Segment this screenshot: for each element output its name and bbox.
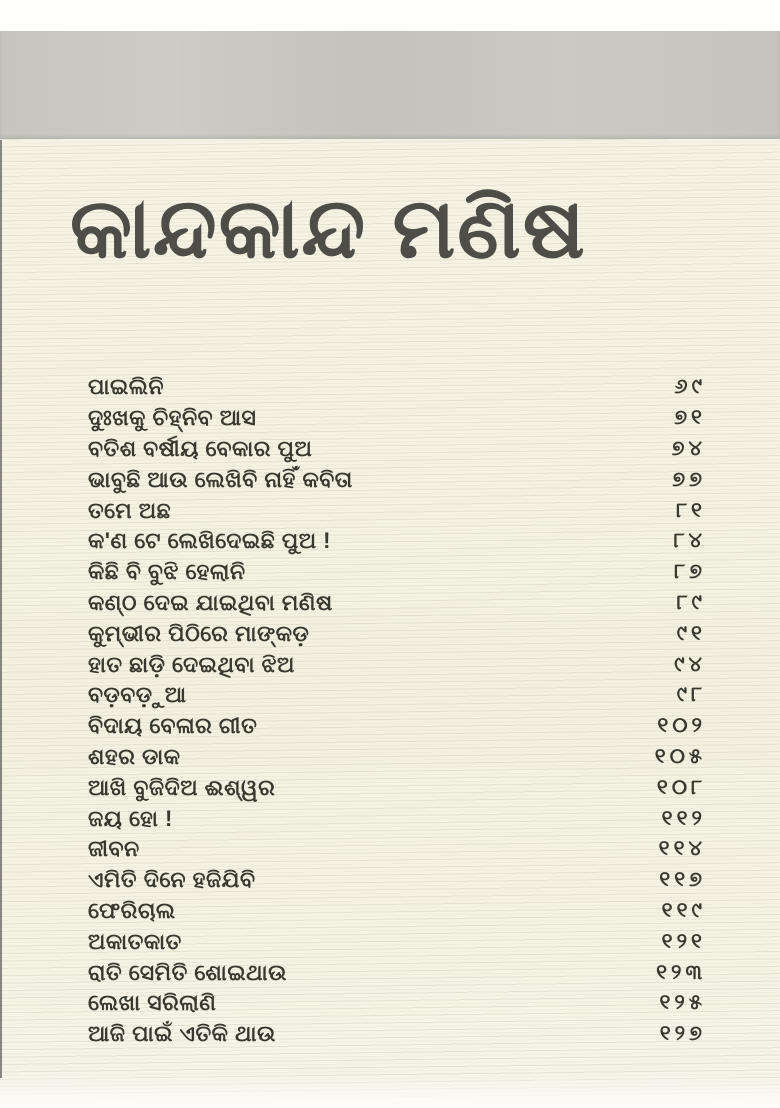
toc-entry-page-number: ୭୧ xyxy=(674,406,706,430)
toc-entry-title: ଆଜି ପାଇଁ ଏତିକି ଥାଉ xyxy=(88,1021,276,1047)
toc-row xyxy=(88,526,706,557)
toc-row xyxy=(88,803,706,834)
toc-entry-page-number: ୮୯ xyxy=(676,590,706,614)
toc-row xyxy=(88,434,706,465)
toc-entry-page-number: ୮୭ xyxy=(674,560,706,584)
toc-entry-title: ଜୟ ହୋ ! xyxy=(88,805,173,831)
toc-entry-page-number: ୯୪ xyxy=(674,652,706,676)
toc-entry-page-number: ୧୧୨ xyxy=(661,806,706,830)
toc-row xyxy=(88,834,706,865)
toc-entry-page-number: ୧୨୫ xyxy=(659,991,706,1015)
toc-entry-page-number: ୧୦୫ xyxy=(654,744,706,768)
toc-row xyxy=(88,680,706,711)
toc-entry-page-number: ୧୦୨ xyxy=(657,714,706,738)
toc-row xyxy=(88,557,706,588)
toc-row xyxy=(88,988,706,1019)
toc-row xyxy=(88,865,706,896)
toc-entry-title: ବିଦାୟ ବେଳାର ଗୀତ xyxy=(88,713,258,739)
toc-entry-title: କ'ଣ ଟେ ଲେଖିଦେଇଛି ପୁଅ ! xyxy=(88,528,332,554)
toc-entry-page-number: ୮୪ xyxy=(673,529,706,553)
toc-row xyxy=(88,896,706,927)
toc-entry-title: ଲେଖା ସରିଲାଣି xyxy=(88,990,217,1016)
toc-row xyxy=(88,372,706,403)
toc-row xyxy=(88,464,706,495)
toc-entry-page-number: ୧୨୩ xyxy=(656,960,706,984)
toc-entry-page-number: ୯୮ xyxy=(676,683,706,707)
toc-entry-title: କିଛି ବି ବୁଝି ହେଲାନି xyxy=(88,559,246,585)
toc-entry-title: ବଡ଼ବଡ଼ୁଆ xyxy=(88,682,187,708)
toc-entry-title: ଆଖି ବୁଜିଦିଅ ଈଶ୍ୱର xyxy=(88,774,276,800)
toc-entry-title: କଣ୍ଠ ଦେଇ ଯାଇଥିବା ମଣିଷ xyxy=(88,589,333,615)
toc-entry-page-number: ୧୦୮ xyxy=(656,775,706,799)
toc-entry-title: ବତିଶ ବର୍ଷୀୟ ବେକାର ପୁଅ xyxy=(88,435,313,461)
toc-entry-page-number: ୧୧୪ xyxy=(658,837,706,861)
toc-row xyxy=(88,711,706,742)
toc-row xyxy=(88,403,706,434)
toc-entry-title: ପାଇଲିନି xyxy=(88,374,165,400)
toc-entry-title: ଏମିତି ଦିନେ ହଜିଯିବି xyxy=(88,867,256,893)
toc-entry-title: ଭାବୁଛି ଆଉ ଲେଖିବି ନାହିଁ କବିତା xyxy=(88,466,353,492)
toc-entry-title: ଜୀବନ xyxy=(88,836,140,862)
toc-entry-title: କୁମ୍ଭୀର ପିଠିରେ ମାଙ୍କଡ଼ xyxy=(88,620,310,646)
toc-row xyxy=(88,1019,706,1050)
toc-entry-title: ରାତି ସେମିତି ଶୋଇଥାଉ xyxy=(88,959,287,985)
toc-entry-title: ଦୁଃଖକୁ ଚିହ୍ନିବ ଆସ xyxy=(88,405,257,431)
scan-top-margin xyxy=(0,0,780,31)
table-of-contents xyxy=(88,372,706,1050)
toc-entry-title: ହାତ ଛାଡ଼ି ଦେଇଥିବା ଝିଅ xyxy=(88,651,295,677)
toc-entry-page-number: ୧୨୭ xyxy=(659,1022,706,1046)
toc-row xyxy=(88,495,706,526)
toc-row xyxy=(88,742,706,773)
toc-row xyxy=(88,618,706,649)
toc-entry-page-number: ୭୪ xyxy=(671,436,706,460)
book-title: କାନ୍ଦକାନ୍ଦ ମଣିଷ xyxy=(70,181,587,275)
toc-entry-title: ତମେ ଅଛ xyxy=(88,497,172,523)
toc-entry-title: ଶହର ଡାକ xyxy=(88,743,181,769)
toc-row xyxy=(88,772,706,803)
toc-entry-page-number: ୬୯ xyxy=(674,375,706,399)
header-band xyxy=(0,31,780,139)
toc-entry-page-number: ୧୧୯ xyxy=(661,898,706,922)
toc-entry-title: ଅକାତକାତ xyxy=(88,928,182,954)
toc-entry-page-number: ୭୭ xyxy=(672,467,706,491)
toc-entry-page-number: ୧୨୧ xyxy=(661,929,706,953)
scan-edge-shadow xyxy=(0,140,2,1078)
toc-entry-title: ଫେରିଚାଲ xyxy=(88,897,176,923)
toc-row xyxy=(88,649,706,680)
toc-entry-page-number: ୯୧ xyxy=(676,621,706,645)
toc-row xyxy=(88,588,706,619)
toc-row xyxy=(88,957,706,988)
toc-entry-page-number: ୧୧୭ xyxy=(659,868,706,892)
toc-row xyxy=(88,926,706,957)
toc-entry-page-number: ୮୧ xyxy=(676,498,706,522)
